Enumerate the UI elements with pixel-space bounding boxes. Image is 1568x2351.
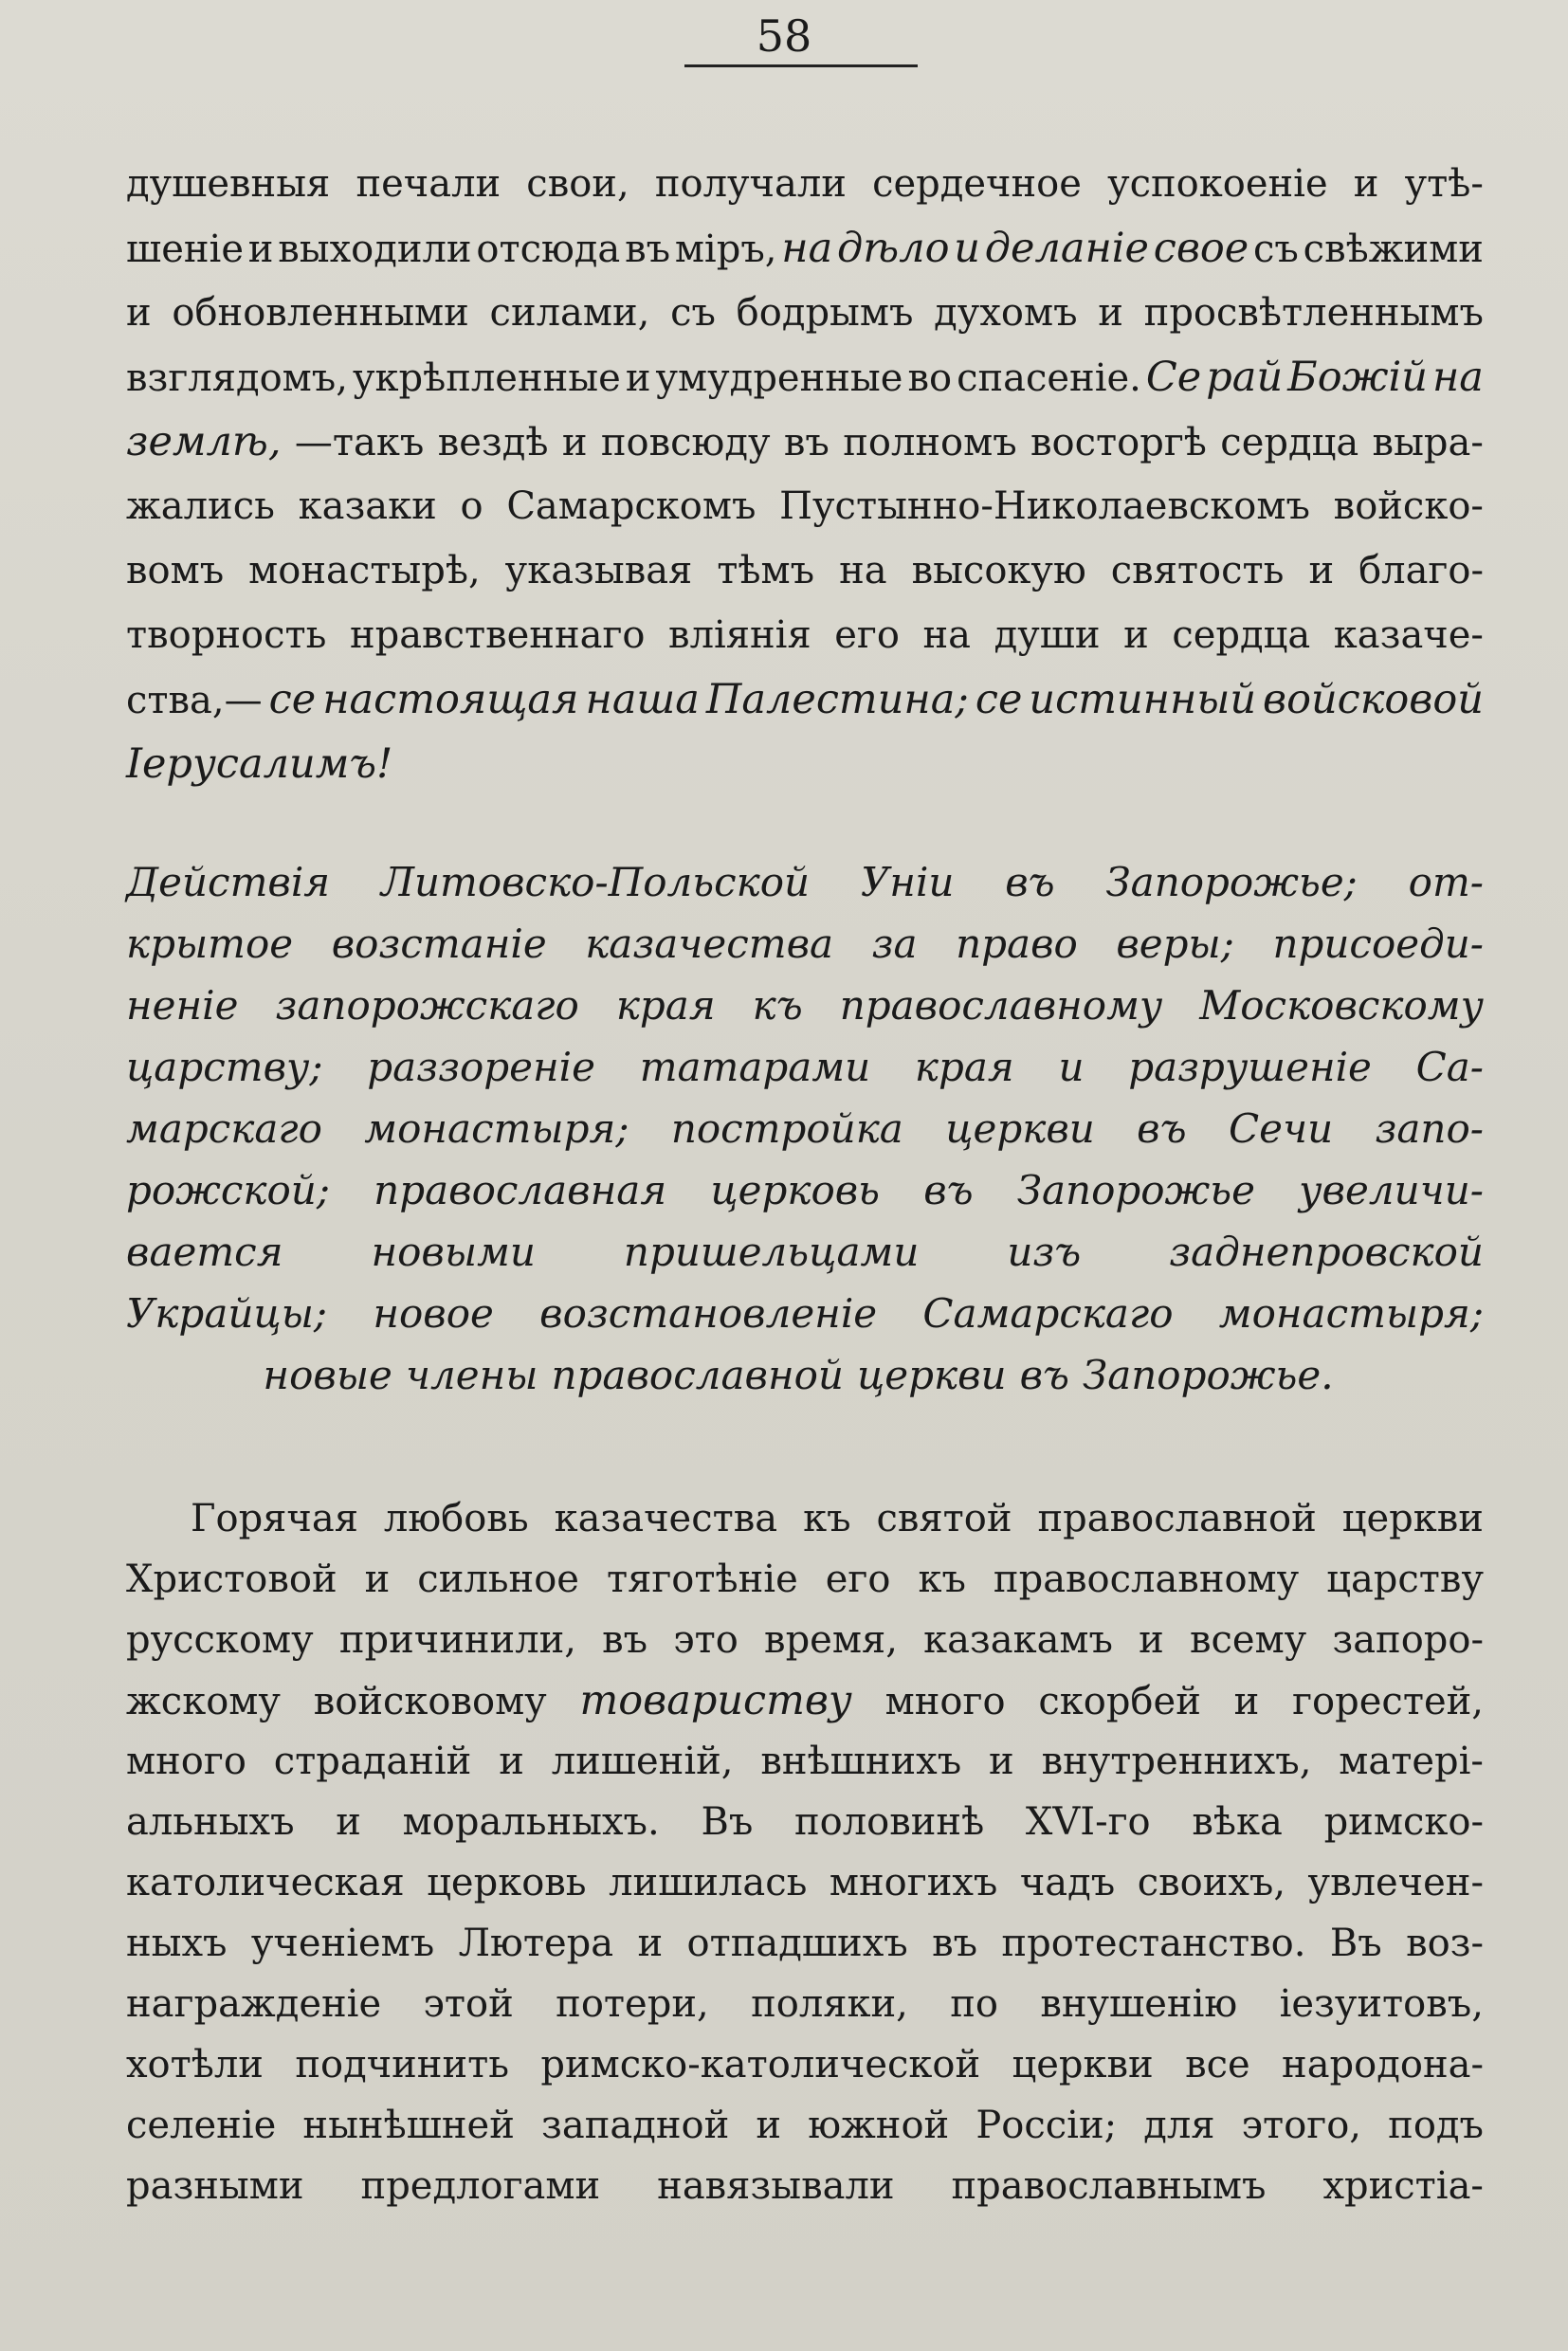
word: получали [654, 162, 847, 206]
word: нынѣшней [302, 2104, 515, 2147]
word: сердца [1220, 421, 1359, 465]
word: Самарскаго [922, 1290, 1174, 1337]
word: въ [932, 1922, 978, 1965]
word: моральныхъ. [402, 1800, 660, 1844]
text-line [126, 345, 1484, 410]
word: Палестина; [705, 676, 969, 723]
word: казачества [585, 920, 834, 967]
text-line [126, 216, 1484, 281]
word: настоящая [322, 676, 579, 723]
word: землѣ, [126, 418, 282, 465]
word: христіа- [1322, 2164, 1484, 2208]
word: Уніи [860, 859, 955, 905]
word: свое [1153, 225, 1249, 272]
word: Горячая [191, 1497, 358, 1540]
word: новыми [371, 1229, 536, 1275]
word: многихъ [829, 1861, 998, 1904]
word: въ [923, 1167, 974, 1213]
word: церкви [1012, 2043, 1154, 2087]
word: вліянія [668, 613, 811, 657]
text-line [126, 410, 1484, 474]
word: и [499, 1740, 524, 1783]
word: новое [373, 1290, 494, 1337]
word: это [673, 1618, 738, 1662]
word: любовь [383, 1497, 529, 1540]
word: рожской; [126, 1167, 331, 1213]
word: разными [126, 2164, 304, 2208]
word: пришельцами [623, 1229, 920, 1275]
word: сильное [417, 1558, 579, 1601]
word: горестей, [1292, 1680, 1484, 1723]
section-heading [126, 851, 1484, 1406]
word: тяготѣніе [606, 1558, 798, 1601]
word: татарами [639, 1044, 871, 1090]
word: укрѣпленные [352, 356, 621, 400]
word: къ [803, 1497, 851, 1540]
word: отпадшихъ [686, 1922, 908, 1965]
word: Лютера [458, 1922, 614, 1965]
text-line [126, 1098, 1484, 1159]
word: разрушеніе [1128, 1044, 1372, 1090]
word: хотѣли [126, 2043, 264, 2087]
word: деланіе [984, 225, 1150, 272]
text-line [126, 2156, 1484, 2216]
word: всему [1189, 1618, 1307, 1662]
word: и [1058, 1044, 1085, 1090]
word: казаки [298, 484, 437, 528]
word: и [989, 1740, 1014, 1783]
word: наша [585, 676, 700, 723]
word: успокоеніе [1107, 162, 1328, 206]
word: все [1185, 2043, 1250, 2087]
word: западной [541, 2104, 730, 2147]
word: выходили [278, 228, 472, 271]
word: скорбей [1038, 1680, 1201, 1723]
text-line [126, 1792, 1484, 1852]
word: въ [1137, 1105, 1187, 1152]
word: нравственнаго [349, 613, 646, 657]
word: и [1098, 291, 1123, 335]
word: изъ [1007, 1229, 1082, 1275]
word: православная [374, 1167, 667, 1213]
text-line [126, 975, 1484, 1036]
text-line [126, 1488, 1484, 1549]
word: на [839, 549, 887, 592]
word: утѣ- [1404, 162, 1484, 206]
word: право [956, 920, 1078, 967]
word: его [825, 1558, 891, 1601]
text-line [126, 2095, 1484, 2156]
word: подъ [1388, 2104, 1484, 2147]
word: веры; [1116, 920, 1234, 967]
word: въ [1005, 859, 1055, 905]
word: и [1123, 613, 1149, 657]
word: селеніе [126, 2104, 277, 2147]
word: въ [1019, 1352, 1070, 1398]
word: и [336, 1800, 361, 1844]
word: православному [993, 1558, 1300, 1601]
word: Са- [1415, 1044, 1484, 1090]
word: и [1308, 549, 1335, 592]
word: взглядомъ, [126, 356, 348, 400]
word: Самарскомъ [506, 484, 757, 528]
text-line [126, 1283, 1484, 1344]
word: умудренные [655, 356, 903, 400]
word: свои, [526, 162, 629, 206]
paragraph-1 [126, 152, 1484, 796]
word: православнымъ [951, 2164, 1267, 2208]
text-line [126, 1731, 1484, 1792]
word: этой [423, 1982, 514, 2026]
page-number: 58 [756, 10, 812, 62]
word: на [922, 613, 972, 657]
word: жались [126, 484, 275, 528]
word: духомъ [934, 291, 1078, 335]
word: Божій [1287, 354, 1428, 401]
text-line [126, 1610, 1484, 1670]
word: навязывали [657, 2164, 895, 2208]
text-line [126, 1670, 1484, 1731]
word: этого, [1241, 2104, 1362, 2147]
text-line [126, 474, 1484, 538]
word: возстаніе [331, 920, 547, 967]
word: и [1233, 1680, 1260, 1723]
word: для [1143, 2104, 1215, 2147]
word: возстановленіе [539, 1290, 878, 1337]
word: церковь [710, 1167, 881, 1213]
word: святой [876, 1497, 1012, 1540]
text-line [126, 538, 1484, 603]
word: Въ [1329, 1922, 1382, 1965]
word: русскому [126, 1618, 314, 1662]
word: церкви [945, 1105, 1095, 1152]
word: запо- [1375, 1105, 1484, 1152]
word: края [914, 1044, 1014, 1090]
word: къ [752, 982, 803, 1029]
word: воз- [1406, 1922, 1484, 1965]
word: внѣшнихъ [760, 1740, 962, 1783]
word: силами, [489, 291, 650, 335]
word: время, [764, 1618, 898, 1662]
text-line [126, 1913, 1484, 1974]
word: іезуитовъ, [1279, 1982, 1484, 2026]
word: жскому [126, 1680, 281, 1723]
word: сердечное [872, 162, 1082, 206]
word: Московскому [1199, 982, 1484, 1029]
word: отсюда [476, 228, 621, 271]
word: заднепровской [1169, 1229, 1484, 1275]
word: монастыря; [1218, 1290, 1484, 1337]
word: Запорожье [1016, 1167, 1255, 1213]
word: увеличи- [1299, 1167, 1484, 1213]
word: Христовой [126, 1558, 337, 1601]
word: его [834, 613, 900, 657]
word: католическая [126, 1861, 405, 1904]
word: много [126, 1740, 246, 1783]
word: запорожскаго [275, 982, 579, 1029]
word: монастыря; [364, 1105, 629, 1152]
word: повсюду [600, 421, 771, 465]
word: своихъ, [1137, 1861, 1286, 1904]
word: награжденіе [126, 1982, 382, 2026]
word: въ [783, 421, 830, 465]
word: Въ [701, 1800, 754, 1844]
word: печали [356, 162, 501, 206]
word: на [1431, 354, 1484, 401]
word: и [247, 228, 274, 271]
header-rule [684, 64, 918, 67]
word: за [871, 920, 918, 967]
word: Запорожье. [1083, 1352, 1334, 1398]
text-line [126, 1974, 1484, 2034]
word: благо- [1358, 549, 1484, 592]
word: римско- [1323, 1800, 1484, 1844]
word: лишеній, [551, 1740, 734, 1783]
word: постройка [670, 1105, 903, 1152]
word: подчинить [295, 2043, 510, 2087]
word: присоеди- [1272, 920, 1484, 967]
word: рай [1206, 354, 1284, 401]
word: потери, [556, 1982, 709, 2026]
word: сердца [1172, 613, 1311, 657]
word: Россіи; [975, 2104, 1118, 2147]
word: раззореніе [367, 1044, 595, 1090]
word: XVI-го [1025, 1800, 1151, 1844]
word: ства,— [126, 679, 263, 722]
text-line [126, 667, 1484, 732]
text-line [126, 913, 1484, 975]
word: души [994, 613, 1101, 657]
word: поляки, [751, 1982, 908, 2026]
word: страданій [273, 1740, 472, 1783]
word: душевныя [126, 162, 331, 206]
text-line [126, 281, 1484, 345]
word: внушенію [1040, 1982, 1238, 2026]
word: по [950, 1982, 998, 2026]
word: истинный [1029, 676, 1257, 723]
word: ныхъ [126, 1922, 228, 1965]
word: и [756, 2104, 782, 2147]
word: православной [1037, 1497, 1317, 1540]
word: выра- [1372, 421, 1484, 465]
word: увлечен- [1307, 1861, 1484, 1904]
word: много [884, 1680, 1006, 1723]
text-line [126, 1344, 1484, 1406]
word: причинили, [338, 1618, 576, 1662]
word: полномъ [843, 421, 1017, 465]
word: се [268, 676, 317, 723]
word: шеніе [126, 228, 244, 271]
paragraph-2 [126, 1488, 1484, 2216]
word: войсковому [313, 1680, 547, 1723]
word: царству; [126, 1044, 323, 1090]
word: обновленными [172, 291, 469, 335]
word: члены [405, 1352, 538, 1398]
word: римско-католической [540, 2043, 981, 2087]
text-line [126, 2034, 1484, 2095]
word: и [625, 356, 651, 400]
word: внутреннихъ, [1041, 1740, 1312, 1783]
word: вездѣ [437, 421, 549, 465]
word: вомъ [126, 549, 225, 592]
word: крытое [126, 920, 294, 967]
text-line [126, 732, 1484, 796]
word: вѣка [1192, 1800, 1283, 1844]
word: народона- [1282, 2043, 1484, 2087]
word: творность [126, 613, 327, 657]
word: матері- [1339, 1740, 1484, 1783]
word: и [126, 291, 152, 335]
word: и [364, 1558, 391, 1601]
word: съ [670, 291, 716, 335]
word: чадъ [1019, 1861, 1116, 1904]
word: от- [1408, 859, 1484, 905]
word: войско- [1333, 484, 1484, 528]
word: предлогами [360, 2164, 601, 2208]
word: альныхъ [126, 1800, 295, 1844]
word: и [1353, 162, 1379, 206]
word: и [561, 421, 588, 465]
word: войсковой [1263, 676, 1484, 723]
word: православному [839, 982, 1163, 1029]
text-line [126, 603, 1484, 667]
word: во [907, 356, 953, 400]
word: Пустынно-Николаевскомъ [779, 484, 1310, 528]
word: новые [263, 1352, 392, 1398]
word: ученіемъ [250, 1922, 435, 1965]
text-line [126, 1159, 1484, 1221]
word: церкви [1341, 1497, 1484, 1540]
word: Іерусалимъ! [126, 740, 393, 788]
word: товариству [579, 1677, 852, 1724]
word: и [1139, 1618, 1164, 1662]
word: святость [1110, 549, 1285, 592]
word: въ [625, 228, 671, 271]
word: казаче- [1333, 613, 1484, 657]
word: Се [1145, 354, 1202, 401]
word: вается [126, 1229, 283, 1275]
word: Действія [126, 859, 331, 905]
text-line [126, 152, 1484, 216]
word: южной [808, 2104, 950, 2147]
word: казачества [554, 1497, 778, 1540]
word: просвѣтленнымъ [1143, 291, 1484, 335]
word: дѣло [837, 225, 950, 272]
word: церковь [427, 1861, 587, 1904]
word: марскаго [126, 1105, 322, 1152]
word: протестанство. [1001, 1922, 1306, 1965]
text-line [126, 1221, 1484, 1283]
word: Литовско-Польской [380, 859, 811, 905]
word: къ [918, 1558, 966, 1601]
word: о [460, 484, 483, 528]
word: —такъ [294, 421, 425, 465]
word: тѣмъ [717, 549, 815, 592]
word: указывая [504, 549, 693, 592]
word: лишилась [609, 1861, 808, 1904]
word: Украйцы; [126, 1290, 328, 1337]
word: на [781, 225, 833, 272]
word: восторгѣ [1030, 421, 1207, 465]
word: запоро- [1332, 1618, 1484, 1662]
word: и [954, 225, 980, 272]
text-line [126, 1549, 1484, 1610]
word: съ [1253, 228, 1299, 271]
word: въ [602, 1618, 648, 1662]
word: высокую [911, 549, 1086, 592]
word: православной [551, 1352, 844, 1398]
word: церкви [856, 1352, 1007, 1398]
word: неніе [126, 982, 239, 1029]
word: міръ, [674, 228, 777, 271]
word: царству [1326, 1558, 1484, 1601]
word: свѣжими [1303, 228, 1484, 271]
word: спасеніе. [957, 356, 1141, 400]
word: Сечи [1228, 1105, 1334, 1152]
word: Запорожье; [1105, 859, 1358, 905]
word: монастырѣ, [248, 549, 481, 592]
word: казакамъ [923, 1618, 1113, 1662]
word: бодрымъ [736, 291, 914, 335]
word: се [975, 676, 1023, 723]
text-line [126, 1036, 1484, 1098]
word: края [615, 982, 716, 1029]
text-line [126, 851, 1484, 913]
word: половинѣ [794, 1800, 985, 1844]
word: и [637, 1922, 664, 1965]
text-line [126, 1852, 1484, 1913]
